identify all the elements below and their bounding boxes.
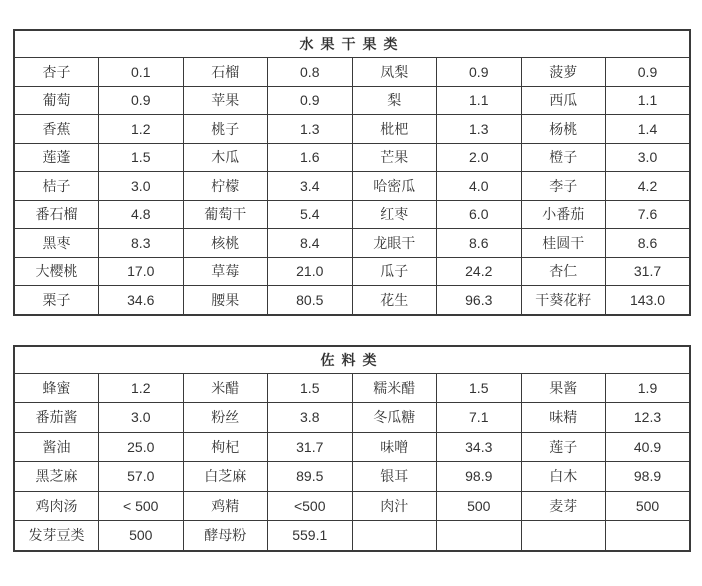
item-name-cell: 麦芽 bbox=[521, 491, 606, 521]
item-value-cell: 7.1 bbox=[437, 403, 522, 433]
item-name-cell: 花生 bbox=[352, 286, 437, 315]
item-name-cell: 香蕉 bbox=[14, 115, 99, 144]
item-name-cell: 凤梨 bbox=[352, 58, 437, 87]
item-value-cell: 1.5 bbox=[437, 373, 522, 403]
table-row bbox=[14, 286, 690, 315]
item-value-cell: < 500 bbox=[99, 491, 184, 521]
item-value-cell: 34.3 bbox=[437, 432, 522, 462]
item-name-cell: 米醋 bbox=[183, 373, 268, 403]
table-row bbox=[14, 143, 690, 172]
item-value-cell: 0.8 bbox=[268, 58, 353, 87]
item-name-cell: 白木 bbox=[521, 462, 606, 492]
condiments-table bbox=[13, 345, 691, 552]
item-value-cell: 3.0 bbox=[606, 143, 691, 172]
table-row bbox=[14, 491, 690, 521]
table-row bbox=[14, 257, 690, 286]
item-value-cell: 500 bbox=[437, 491, 522, 521]
item-value-cell: 3.4 bbox=[268, 172, 353, 201]
item-name-cell: 果酱 bbox=[521, 373, 606, 403]
item-value-cell: 500 bbox=[606, 491, 691, 521]
item-value-cell: 8.6 bbox=[606, 229, 691, 258]
item-value-cell: 6.0 bbox=[437, 200, 522, 229]
item-name-cell: 桂圆干 bbox=[521, 229, 606, 258]
table-row bbox=[14, 115, 690, 144]
item-name-cell: 莲子 bbox=[521, 432, 606, 462]
table-title-row bbox=[14, 30, 690, 58]
item-name-cell: 杏子 bbox=[14, 58, 99, 87]
item-name-cell: 鸡精 bbox=[183, 491, 268, 521]
item-value-cell: 31.7 bbox=[606, 257, 691, 286]
item-name-cell: 瓜子 bbox=[352, 257, 437, 286]
item-name-cell: 红枣 bbox=[352, 200, 437, 229]
item-name-cell: 腰果 bbox=[183, 286, 268, 315]
item-name-cell: 葡萄干 bbox=[183, 200, 268, 229]
item-name-cell: 葡萄 bbox=[14, 86, 99, 115]
item-name-cell bbox=[352, 521, 437, 551]
item-name-cell: 肉汁 bbox=[352, 491, 437, 521]
item-value-cell: 559.1 bbox=[268, 521, 353, 551]
item-name-cell: 柠檬 bbox=[183, 172, 268, 201]
item-name-cell: 苹果 bbox=[183, 86, 268, 115]
item-value-cell: 7.6 bbox=[606, 200, 691, 229]
item-name-cell: 栗子 bbox=[14, 286, 99, 315]
item-value-cell: 5.4 bbox=[268, 200, 353, 229]
page bbox=[0, 29, 702, 586]
item-name-cell: 杨桃 bbox=[521, 115, 606, 144]
item-name-cell: 大樱桃 bbox=[14, 257, 99, 286]
item-value-cell: 8.3 bbox=[99, 229, 184, 258]
table-row bbox=[14, 229, 690, 258]
item-name-cell: 冬瓜糖 bbox=[352, 403, 437, 433]
item-value-cell: 4.2 bbox=[606, 172, 691, 201]
item-value-cell: 0.9 bbox=[99, 86, 184, 115]
item-value-cell: 40.9 bbox=[606, 432, 691, 462]
item-name-cell: 橙子 bbox=[521, 143, 606, 172]
item-name-cell: 发芽豆类 bbox=[14, 521, 99, 551]
item-name-cell: 李子 bbox=[521, 172, 606, 201]
item-value-cell: 96.3 bbox=[437, 286, 522, 315]
item-value-cell: 12.3 bbox=[606, 403, 691, 433]
item-name-cell: 枸杞 bbox=[183, 432, 268, 462]
item-name-cell: 石榴 bbox=[183, 58, 268, 87]
item-value-cell: 3.8 bbox=[268, 403, 353, 433]
item-name-cell: 桔子 bbox=[14, 172, 99, 201]
table-row bbox=[14, 462, 690, 492]
item-value-cell: 1.1 bbox=[437, 86, 522, 115]
table-row bbox=[14, 432, 690, 462]
item-value-cell: 1.6 bbox=[268, 143, 353, 172]
item-name-cell: 哈密瓜 bbox=[352, 172, 437, 201]
item-value-cell: 8.6 bbox=[437, 229, 522, 258]
item-name-cell: 小番茄 bbox=[521, 200, 606, 229]
item-value-cell: 57.0 bbox=[99, 462, 184, 492]
item-name-cell: 桃子 bbox=[183, 115, 268, 144]
item-name-cell: 龙眼干 bbox=[352, 229, 437, 258]
item-value-cell: 98.9 bbox=[437, 462, 522, 492]
table-row bbox=[14, 200, 690, 229]
item-value-cell: 17.0 bbox=[99, 257, 184, 286]
item-name-cell: 味精 bbox=[521, 403, 606, 433]
item-value-cell: 98.9 bbox=[606, 462, 691, 492]
item-value-cell: 2.0 bbox=[437, 143, 522, 172]
item-value-cell: 1.3 bbox=[437, 115, 522, 144]
item-value-cell: 143.0 bbox=[606, 286, 691, 315]
item-name-cell: 黑芝麻 bbox=[14, 462, 99, 492]
item-value-cell: 1.9 bbox=[606, 373, 691, 403]
item-value-cell: 1.5 bbox=[268, 373, 353, 403]
item-value-cell bbox=[606, 521, 691, 551]
item-name-cell: 核桃 bbox=[183, 229, 268, 258]
item-name-cell: 鸡肉汤 bbox=[14, 491, 99, 521]
item-name-cell: 黑枣 bbox=[14, 229, 99, 258]
item-value-cell: 0.1 bbox=[99, 58, 184, 87]
item-name-cell: 蜂蜜 bbox=[14, 373, 99, 403]
item-name-cell: 枇杷 bbox=[352, 115, 437, 144]
item-value-cell: 8.4 bbox=[268, 229, 353, 258]
item-name-cell: 菠萝 bbox=[521, 58, 606, 87]
item-value-cell bbox=[437, 521, 522, 551]
item-name-cell: 西瓜 bbox=[521, 86, 606, 115]
item-value-cell: 1.2 bbox=[99, 373, 184, 403]
fruits-table-title: 水果干果类 bbox=[14, 30, 690, 58]
item-value-cell: 3.0 bbox=[99, 172, 184, 201]
item-value-cell: 3.0 bbox=[99, 403, 184, 433]
item-value-cell: 4.8 bbox=[99, 200, 184, 229]
item-name-cell: 番茄酱 bbox=[14, 403, 99, 433]
table-row bbox=[14, 373, 690, 403]
item-value-cell: 500 bbox=[99, 521, 184, 551]
item-value-cell: 34.6 bbox=[99, 286, 184, 315]
table-title-row bbox=[14, 346, 690, 374]
item-value-cell: 24.2 bbox=[437, 257, 522, 286]
item-value-cell: 89.5 bbox=[268, 462, 353, 492]
item-name-cell: 番石榴 bbox=[14, 200, 99, 229]
item-value-cell: 80.5 bbox=[268, 286, 353, 315]
item-name-cell: 酱油 bbox=[14, 432, 99, 462]
item-name-cell: 梨 bbox=[352, 86, 437, 115]
item-name-cell: 芒果 bbox=[352, 143, 437, 172]
table-row bbox=[14, 58, 690, 87]
item-name-cell: 白芝麻 bbox=[183, 462, 268, 492]
item-name-cell: 莲蓬 bbox=[14, 143, 99, 172]
item-name-cell: 杏仁 bbox=[521, 257, 606, 286]
item-value-cell: 1.5 bbox=[99, 143, 184, 172]
item-name-cell: 味噌 bbox=[352, 432, 437, 462]
item-name-cell: 酵母粉 bbox=[183, 521, 268, 551]
table-row bbox=[14, 172, 690, 201]
item-value-cell: 0.9 bbox=[437, 58, 522, 87]
item-value-cell: 1.4 bbox=[606, 115, 691, 144]
item-name-cell: 干葵花籽 bbox=[521, 286, 606, 315]
item-value-cell: 1.2 bbox=[99, 115, 184, 144]
fruits-dried-fruits-table bbox=[13, 29, 691, 316]
item-name-cell: 糯米醋 bbox=[352, 373, 437, 403]
item-value-cell: 4.0 bbox=[437, 172, 522, 201]
table-row bbox=[14, 86, 690, 115]
table-row bbox=[14, 521, 690, 551]
item-name-cell: 银耳 bbox=[352, 462, 437, 492]
item-value-cell: 1.1 bbox=[606, 86, 691, 115]
item-value-cell: <500 bbox=[268, 491, 353, 521]
item-value-cell: 31.7 bbox=[268, 432, 353, 462]
item-value-cell: 1.3 bbox=[268, 115, 353, 144]
item-value-cell: 0.9 bbox=[268, 86, 353, 115]
item-name-cell bbox=[521, 521, 606, 551]
item-name-cell: 木瓜 bbox=[183, 143, 268, 172]
item-value-cell: 21.0 bbox=[268, 257, 353, 286]
item-name-cell: 粉丝 bbox=[183, 403, 268, 433]
item-value-cell: 25.0 bbox=[99, 432, 184, 462]
condiments-table-title: 佐料类 bbox=[14, 346, 690, 374]
item-name-cell: 草莓 bbox=[183, 257, 268, 286]
item-value-cell: 0.9 bbox=[606, 58, 691, 87]
table-row bbox=[14, 403, 690, 433]
